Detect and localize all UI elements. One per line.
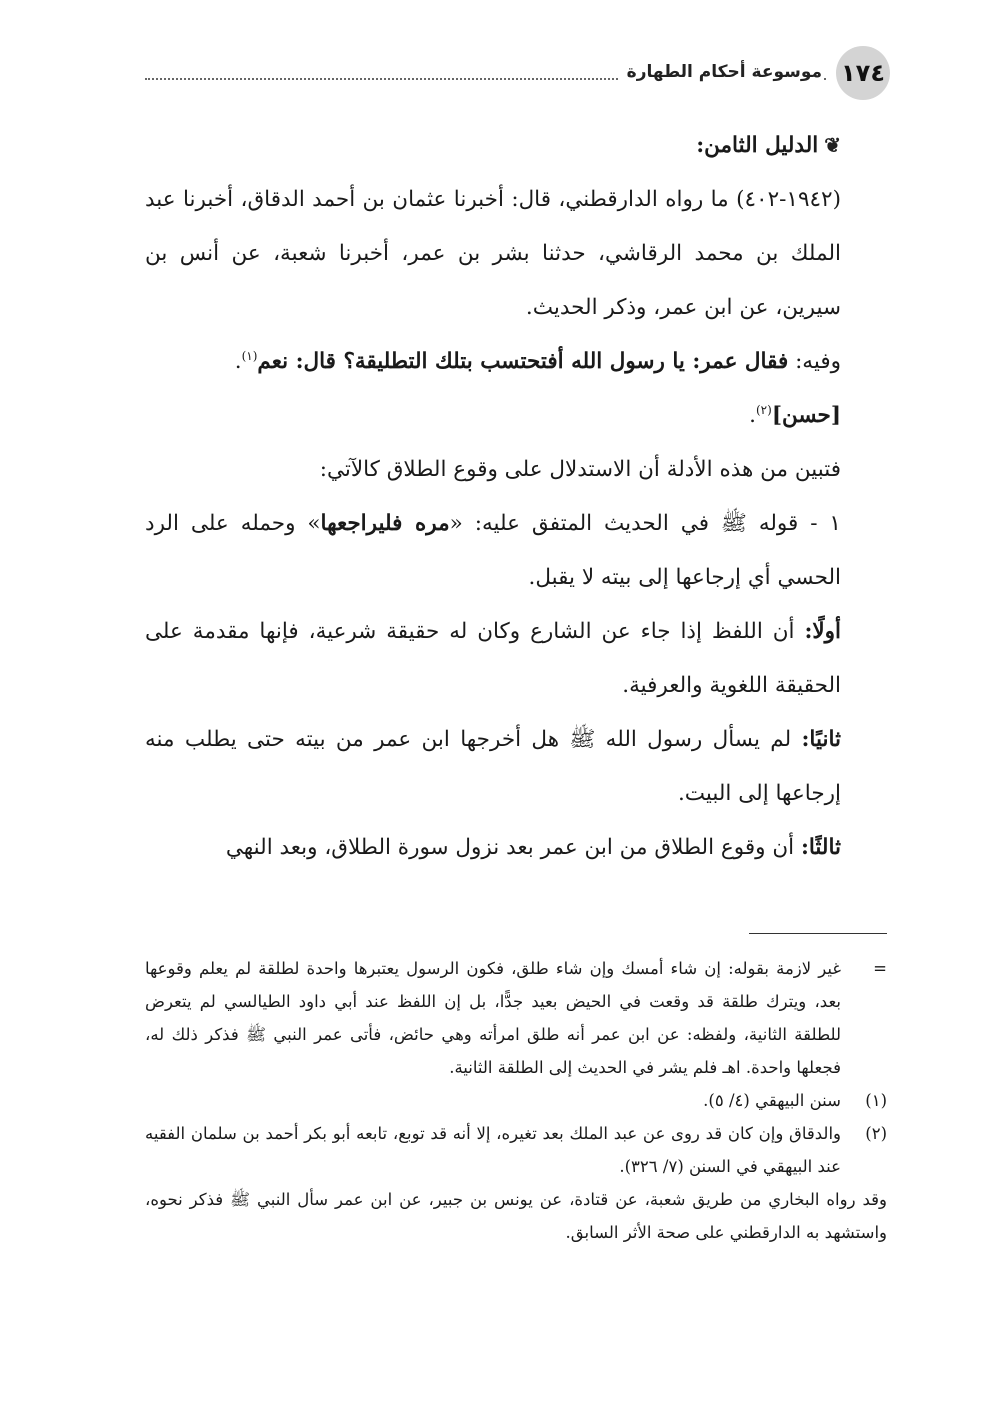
- footnote-continuation: [145, 952, 887, 1084]
- continuation-marker: =: [873, 959, 887, 978]
- point-first-label: أولًا:: [804, 619, 841, 644]
- point-third-text: أن وقوع الطلاق من ابن عمر بعد نزول سورة الطلاق، وبعد النهي: [225, 835, 801, 860]
- main-text: [145, 118, 887, 875]
- footnote-2: [145, 1117, 887, 1183]
- hadith-grade: [حسن]: [771, 403, 841, 428]
- point-second-label: ثانيًا:: [801, 727, 841, 752]
- page-header: [145, 40, 890, 96]
- footnote-1-text: سنن البيهقي (٤/ ٥).: [703, 1091, 841, 1110]
- grade-paragraph: [145, 389, 887, 443]
- footnote-2-continuation: وقد رواه البخاري من طريق شعبة، عن قتادة، عن يونس بن جبير، عن ابن عمر سأل النبي ﷺ فذكر نحوه، واستشهد به الدارقطني على صحة الأثر السابق.: [145, 1190, 887, 1242]
- section-heading: [145, 118, 887, 173]
- para2-prefix: وفيه:: [788, 349, 841, 374]
- point-second: [145, 713, 887, 821]
- continuation-text: غير لازمة بقوله: إن شاء أمسك وإن شاء طلق، فكون الرسول يعتبرها واحدة لطلقة لم يعلم وقوعها بعد، ويترك طلقة قد وقعت في الحيض بعيد جدًّا، بل إن اللفظ عند أبي داود الطيالسي لم يتعرض للطلقة الثانية، ولفظه: عن ابن عمر أنه طلق امرأته وهي حائض، فأتى عمر النبي ﷺ فذكر ذلك له، فجعلها واحدة. اهـ فلم يشر في الحديث إلى الطلقة الثانية.: [145, 959, 841, 1077]
- footnote-ref-2: (٢): [755, 402, 772, 417]
- footnote-separator: [749, 933, 887, 934]
- footnote-2-text: والدقاق وإن كان قد روى عن عبد الملك بعد تغيره، إلا أنه قد توبع، تابعه أبو بكر أحمد بن سلمان الفقيه عند البيهقي في السنن (٧/ ٣٢٦).: [145, 1124, 842, 1176]
- point-third-label: ثالثًا:: [800, 835, 841, 860]
- point-first: [145, 605, 887, 713]
- point-second-text: لم يسأل رسول الله ﷺ هل أخرجها ابن عمر من بيته حتى يطلب منه إرجاعها إلى البيت.: [145, 727, 841, 806]
- page-number-badge: [836, 46, 890, 100]
- hadith-quote: فقال عمر: يا رسول الله أفتحتسب بتلك التطليقة؟ قال: نعم: [257, 349, 789, 374]
- grade-end: .: [749, 403, 756, 428]
- hadith-text-paragraph: [145, 335, 887, 389]
- footnote-1: [145, 1084, 887, 1117]
- footnote-ref-1: (١): [241, 348, 258, 363]
- para4-prefix: ١ - قوله ﷺ في الحديث المتفق عليه: «: [449, 511, 841, 536]
- footnote-1-marker: (١): [865, 1091, 887, 1110]
- page-number: ١٧٤: [841, 59, 885, 87]
- footnote-2-marker: (٢): [865, 1124, 887, 1143]
- point-third: [145, 821, 887, 875]
- point-one-intro: [145, 497, 887, 605]
- hadith-isnad-paragraph: (١٩٤٢-٤٠٢) ما رواه الدارقطني، قال: أخبرنا عثمان بن أحمد الدقاق، أخبرنا عبد الملك بن محمد الرقاشي، حدثنا بشر بن عمر، أخبرنا شعبة، عن أنس بن سيرين، عن ابن عمر، وذكر الحديث.: [145, 187, 841, 320]
- para4-suffix: » وحمله على الرد الحسي أي إرجاعها إلى بيته لا يقبل.: [145, 511, 841, 590]
- para2-end: .: [234, 349, 242, 374]
- footnotes: [145, 952, 887, 1249]
- conclusion-intro: فتبين من هذه الأدلة أن الاستدلال على وقوع الطلاق كالآتي:: [319, 457, 841, 482]
- leaf-bullet-icon: ❦: [824, 133, 841, 157]
- running-title: موسوعة أحكام الطهارة: [619, 62, 822, 82]
- section-heading-text: الدليل الثامن:: [696, 133, 819, 158]
- prophet-quote: مره فليراجعها: [320, 511, 450, 536]
- point-first-text: أن اللفظ إذا جاء عن الشارع وكان له حقيقة شرعية، فإنها مقدمة على الحقيقة اللغوية والعرفية.: [145, 619, 841, 698]
